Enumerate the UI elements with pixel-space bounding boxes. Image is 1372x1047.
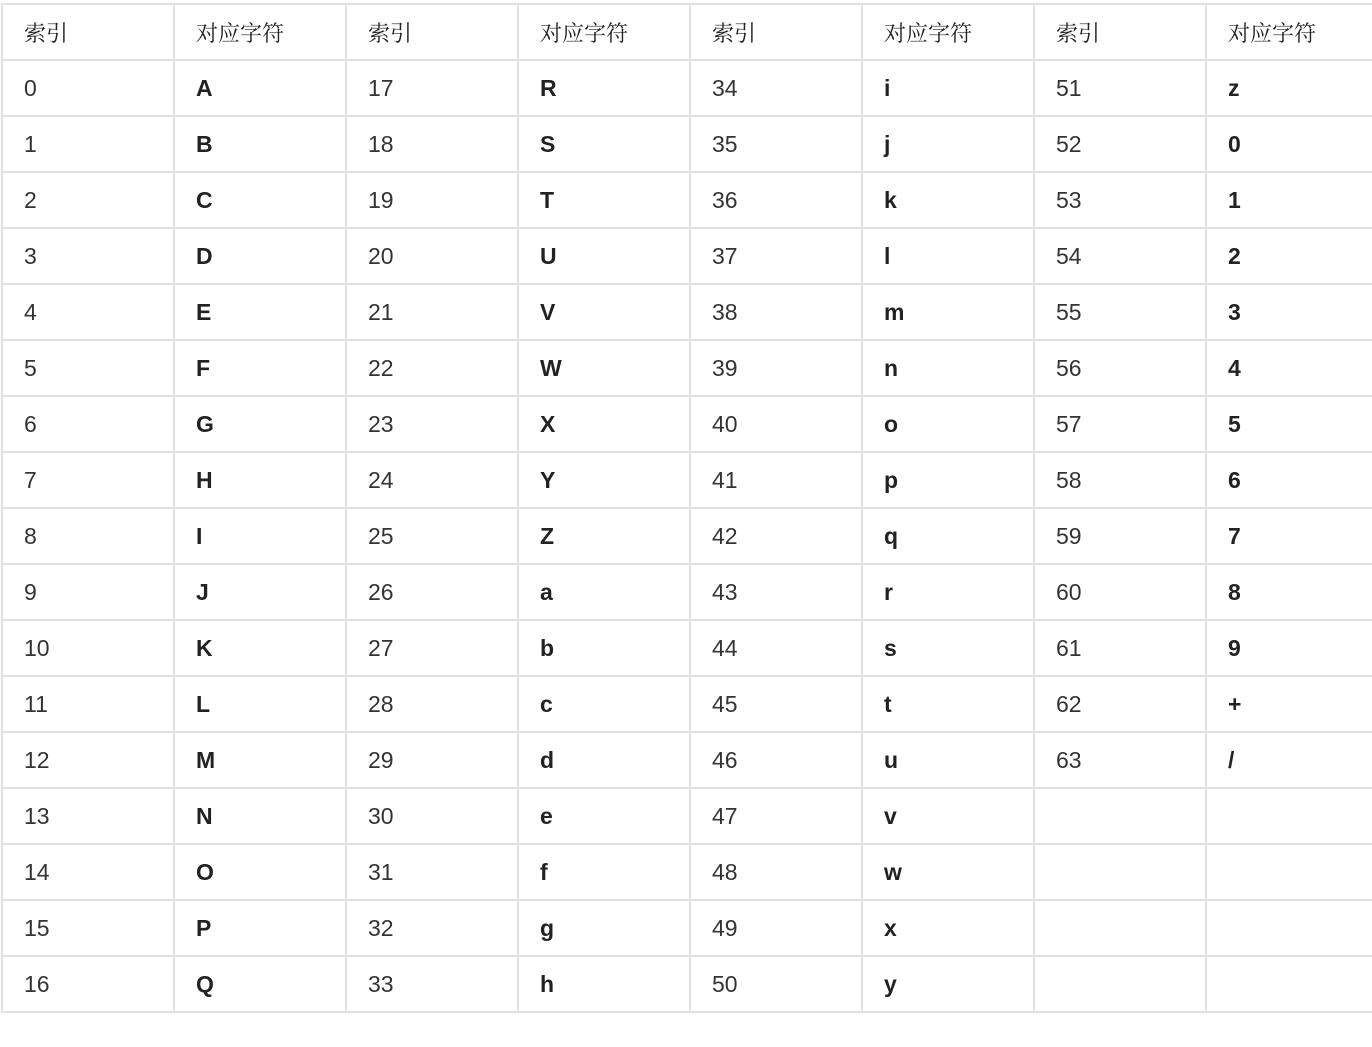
index-cell: 27 bbox=[346, 620, 518, 676]
index-cell: 44 bbox=[690, 620, 862, 676]
char-cell: v bbox=[862, 788, 1034, 844]
char-header: 对应字符 bbox=[174, 4, 346, 60]
char-cell: x bbox=[862, 900, 1034, 956]
char-cell bbox=[1206, 788, 1372, 844]
index-cell: 8 bbox=[2, 508, 174, 564]
index-cell: 1 bbox=[2, 116, 174, 172]
char-cell: 1 bbox=[1206, 172, 1372, 228]
char-header: 对应字符 bbox=[862, 4, 1034, 60]
index-cell: 55 bbox=[1034, 284, 1206, 340]
char-cell: Q bbox=[174, 956, 346, 1012]
index-cell: 31 bbox=[346, 844, 518, 900]
index-cell: 10 bbox=[2, 620, 174, 676]
char-cell: F bbox=[174, 340, 346, 396]
char-cell: 6 bbox=[1206, 452, 1372, 508]
char-cell: B bbox=[174, 116, 346, 172]
index-cell: 57 bbox=[1034, 396, 1206, 452]
char-cell: q bbox=[862, 508, 1034, 564]
index-cell: 60 bbox=[1034, 564, 1206, 620]
index-cell: 42 bbox=[690, 508, 862, 564]
char-cell bbox=[1206, 956, 1372, 1012]
index-cell: 33 bbox=[346, 956, 518, 1012]
index-cell: 41 bbox=[690, 452, 862, 508]
char-cell: R bbox=[518, 60, 690, 116]
index-cell: 58 bbox=[1034, 452, 1206, 508]
char-cell bbox=[1206, 900, 1372, 956]
char-cell: N bbox=[174, 788, 346, 844]
char-cell: Z bbox=[518, 508, 690, 564]
index-cell: 29 bbox=[346, 732, 518, 788]
table-row bbox=[2, 396, 1372, 452]
table-body bbox=[2, 60, 1372, 1012]
index-cell: 19 bbox=[346, 172, 518, 228]
index-header: 索引 bbox=[346, 4, 518, 60]
index-cell: 52 bbox=[1034, 116, 1206, 172]
char-cell: h bbox=[518, 956, 690, 1012]
index-cell bbox=[1034, 900, 1206, 956]
char-cell: O bbox=[174, 844, 346, 900]
index-cell: 2 bbox=[2, 172, 174, 228]
char-cell: p bbox=[862, 452, 1034, 508]
char-cell: C bbox=[174, 172, 346, 228]
char-cell: 8 bbox=[1206, 564, 1372, 620]
char-cell: w bbox=[862, 844, 1034, 900]
char-cell: + bbox=[1206, 676, 1372, 732]
table-row bbox=[2, 228, 1372, 284]
char-cell: l bbox=[862, 228, 1034, 284]
index-cell: 36 bbox=[690, 172, 862, 228]
base64-index-table bbox=[1, 3, 1372, 1013]
char-cell: 7 bbox=[1206, 508, 1372, 564]
index-header: 索引 bbox=[1034, 4, 1206, 60]
char-cell: 9 bbox=[1206, 620, 1372, 676]
index-cell bbox=[1034, 956, 1206, 1012]
index-cell: 25 bbox=[346, 508, 518, 564]
index-cell: 53 bbox=[1034, 172, 1206, 228]
table-row bbox=[2, 340, 1372, 396]
table-row bbox=[2, 508, 1372, 564]
header-row bbox=[2, 4, 1372, 60]
char-cell bbox=[1206, 844, 1372, 900]
char-cell: u bbox=[862, 732, 1034, 788]
table-row bbox=[2, 564, 1372, 620]
table-row bbox=[2, 956, 1372, 1012]
index-cell: 59 bbox=[1034, 508, 1206, 564]
index-cell: 51 bbox=[1034, 60, 1206, 116]
index-header: 索引 bbox=[2, 4, 174, 60]
char-cell: / bbox=[1206, 732, 1372, 788]
table-row bbox=[2, 452, 1372, 508]
char-cell: 3 bbox=[1206, 284, 1372, 340]
index-cell: 24 bbox=[346, 452, 518, 508]
index-cell: 12 bbox=[2, 732, 174, 788]
index-cell: 13 bbox=[2, 788, 174, 844]
char-cell: Y bbox=[518, 452, 690, 508]
char-cell: I bbox=[174, 508, 346, 564]
char-cell: U bbox=[518, 228, 690, 284]
char-cell: c bbox=[518, 676, 690, 732]
char-cell: K bbox=[174, 620, 346, 676]
index-cell: 22 bbox=[346, 340, 518, 396]
index-cell bbox=[1034, 844, 1206, 900]
index-cell: 4 bbox=[2, 284, 174, 340]
index-cell: 40 bbox=[690, 396, 862, 452]
char-header: 对应字符 bbox=[518, 4, 690, 60]
char-cell: r bbox=[862, 564, 1034, 620]
index-cell: 35 bbox=[690, 116, 862, 172]
table-header bbox=[2, 4, 1372, 60]
char-cell: o bbox=[862, 396, 1034, 452]
char-cell: G bbox=[174, 396, 346, 452]
char-cell: S bbox=[518, 116, 690, 172]
index-cell: 3 bbox=[2, 228, 174, 284]
char-cell: X bbox=[518, 396, 690, 452]
char-cell: n bbox=[862, 340, 1034, 396]
index-cell bbox=[1034, 788, 1206, 844]
index-cell: 6 bbox=[2, 396, 174, 452]
index-cell: 43 bbox=[690, 564, 862, 620]
index-cell: 45 bbox=[690, 676, 862, 732]
index-cell: 5 bbox=[2, 340, 174, 396]
index-cell: 7 bbox=[2, 452, 174, 508]
table-row bbox=[2, 844, 1372, 900]
char-cell: b bbox=[518, 620, 690, 676]
index-cell: 18 bbox=[346, 116, 518, 172]
index-cell: 63 bbox=[1034, 732, 1206, 788]
table-row bbox=[2, 60, 1372, 116]
char-cell: H bbox=[174, 452, 346, 508]
table-row bbox=[2, 116, 1372, 172]
char-cell: P bbox=[174, 900, 346, 956]
index-cell: 20 bbox=[346, 228, 518, 284]
char-cell: 5 bbox=[1206, 396, 1372, 452]
char-cell: 2 bbox=[1206, 228, 1372, 284]
char-cell: L bbox=[174, 676, 346, 732]
index-cell: 26 bbox=[346, 564, 518, 620]
index-cell: 48 bbox=[690, 844, 862, 900]
index-cell: 38 bbox=[690, 284, 862, 340]
char-cell: a bbox=[518, 564, 690, 620]
char-cell: s bbox=[862, 620, 1034, 676]
index-cell: 56 bbox=[1034, 340, 1206, 396]
char-cell: y bbox=[862, 956, 1034, 1012]
index-cell: 11 bbox=[2, 676, 174, 732]
char-cell: f bbox=[518, 844, 690, 900]
index-cell: 14 bbox=[2, 844, 174, 900]
index-cell: 30 bbox=[346, 788, 518, 844]
index-cell: 16 bbox=[2, 956, 174, 1012]
char-cell: 4 bbox=[1206, 340, 1372, 396]
table-row bbox=[2, 172, 1372, 228]
char-cell: j bbox=[862, 116, 1034, 172]
char-cell: E bbox=[174, 284, 346, 340]
char-cell: T bbox=[518, 172, 690, 228]
table-row bbox=[2, 788, 1372, 844]
char-cell: A bbox=[174, 60, 346, 116]
char-cell: t bbox=[862, 676, 1034, 732]
index-cell: 9 bbox=[2, 564, 174, 620]
index-cell: 54 bbox=[1034, 228, 1206, 284]
index-cell: 37 bbox=[690, 228, 862, 284]
index-cell: 15 bbox=[2, 900, 174, 956]
table-row bbox=[2, 676, 1372, 732]
index-cell: 39 bbox=[690, 340, 862, 396]
index-cell: 34 bbox=[690, 60, 862, 116]
char-cell: V bbox=[518, 284, 690, 340]
table-row bbox=[2, 732, 1372, 788]
index-cell: 32 bbox=[346, 900, 518, 956]
index-cell: 46 bbox=[690, 732, 862, 788]
index-cell: 61 bbox=[1034, 620, 1206, 676]
table-row bbox=[2, 620, 1372, 676]
index-cell: 21 bbox=[346, 284, 518, 340]
char-cell: g bbox=[518, 900, 690, 956]
index-cell: 62 bbox=[1034, 676, 1206, 732]
table-row bbox=[2, 284, 1372, 340]
char-cell: z bbox=[1206, 60, 1372, 116]
char-cell: e bbox=[518, 788, 690, 844]
char-cell: D bbox=[174, 228, 346, 284]
index-cell: 49 bbox=[690, 900, 862, 956]
char-cell: k bbox=[862, 172, 1034, 228]
char-cell: J bbox=[174, 564, 346, 620]
table-row bbox=[2, 900, 1372, 956]
char-header: 对应字符 bbox=[1206, 4, 1372, 60]
char-cell: d bbox=[518, 732, 690, 788]
index-cell: 23 bbox=[346, 396, 518, 452]
char-cell: M bbox=[174, 732, 346, 788]
index-cell: 0 bbox=[2, 60, 174, 116]
char-cell: i bbox=[862, 60, 1034, 116]
char-cell: 0 bbox=[1206, 116, 1372, 172]
index-cell: 50 bbox=[690, 956, 862, 1012]
char-cell: W bbox=[518, 340, 690, 396]
index-cell: 28 bbox=[346, 676, 518, 732]
index-cell: 17 bbox=[346, 60, 518, 116]
index-cell: 47 bbox=[690, 788, 862, 844]
char-cell: m bbox=[862, 284, 1034, 340]
index-header: 索引 bbox=[690, 4, 862, 60]
